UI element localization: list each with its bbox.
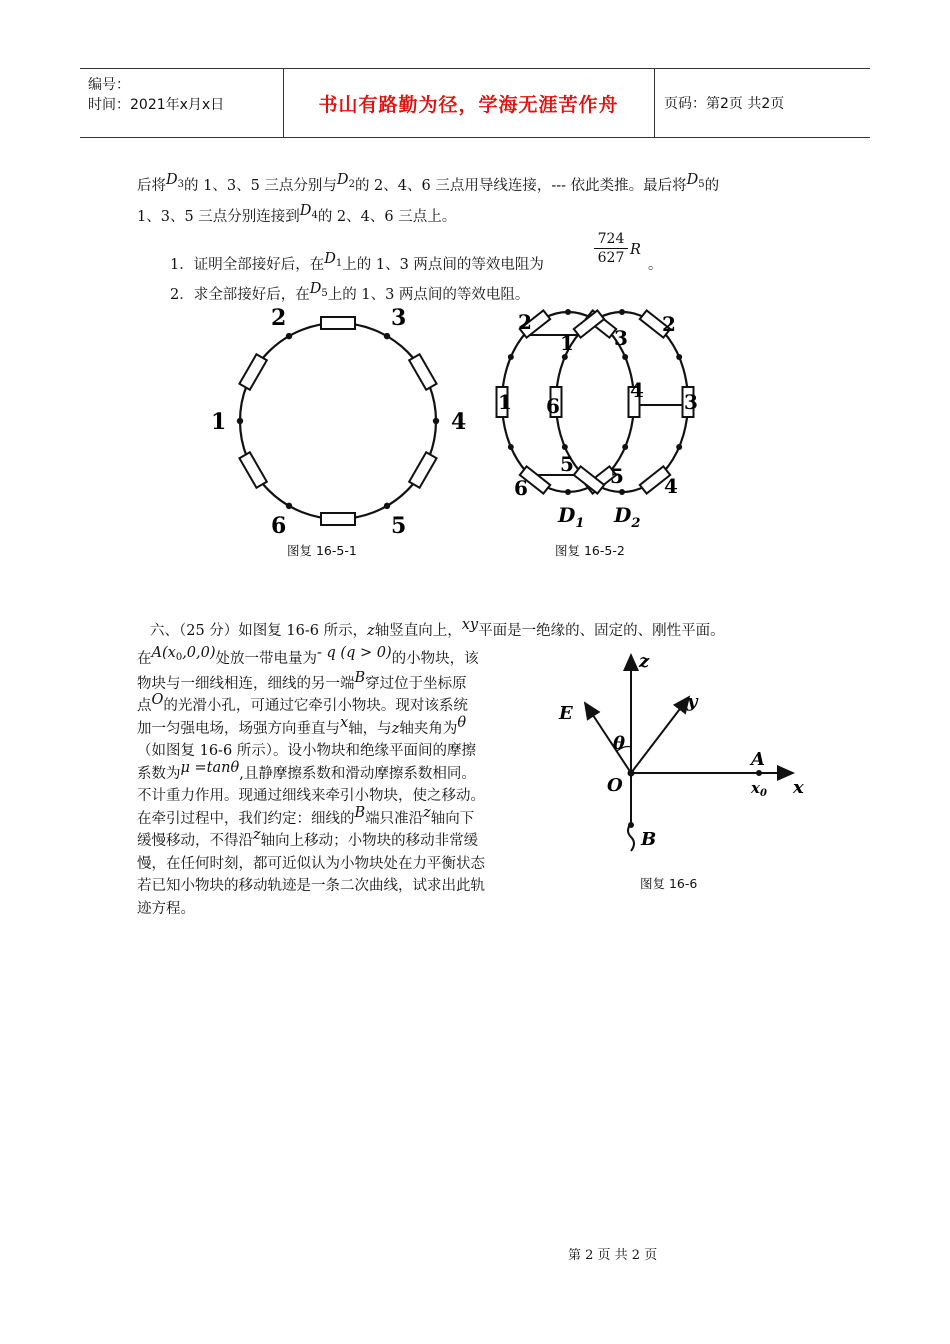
- ring-node: [565, 309, 571, 315]
- node-label: 4: [451, 409, 467, 435]
- ring-node: [622, 444, 628, 450]
- fig2-label-3: 3: [614, 326, 628, 350]
- time-label: 时间：2021年x月x日: [88, 97, 225, 113]
- ring-node: [562, 444, 568, 450]
- ring-node: [433, 418, 439, 424]
- fig2-label-D2: $D_2$: [614, 503, 641, 531]
- fig2-label-6: 6: [546, 394, 560, 418]
- resistor: [321, 317, 355, 329]
- figure-16-5-1-caption: 图复 16-5-1: [287, 543, 357, 558]
- label-x0: $x_0$: [751, 779, 767, 799]
- fig2-label-2: 2: [518, 310, 532, 334]
- ring-node: [619, 309, 625, 315]
- math-D5: $D_5$: [309, 281, 328, 299]
- node-label: 5: [391, 512, 407, 539]
- header-motto: 书山有路勤为径，学海无涯苦作舟: [318, 93, 619, 116]
- math-D3: $D_3$: [166, 172, 185, 190]
- label-z: z: [639, 651, 650, 672]
- figure-16-5-2-caption: 图复 16-5-2: [555, 543, 625, 558]
- fig2-label-1: 1: [560, 331, 574, 355]
- resistor: [409, 354, 436, 389]
- math-D4: $D_4$: [299, 203, 318, 221]
- fig2-label-3b: 3: [684, 390, 698, 414]
- ring-node: [286, 333, 292, 339]
- node-label: 1: [211, 409, 227, 435]
- label-theta: θ: [613, 733, 626, 754]
- problem6-body: 在$A(x_0,0,0)$处放一带电量为- q (q > 0)的小物块，该 物块与一细线相连，细线的另一端B穿过位于坐标原 点O的光滑小孔，可通过它牵引小物块。现对该系统 加一匀强电场，场强方向垂直与x轴，与z轴夹角为θ （如图复 16-6 所示）。设小物块和绝缘平面间的摩擦 系数为μ =tanθ,且静摩擦系数和滑动摩擦系数相同。 不计重力作用。现通过细线来牵引小物块，使之移动。 在牵引过程中，我们约定：细线的B端只准沿z轴向下 缓慢移动，不得沿z轴向上移动；小物块的移动非常缓 慢，在任何时刻，都可近似认为小物块处在力平衡状态 若已知小物块的移动轨迹是一条二次曲线，试求出此轨 迹方程。: [137, 645, 485, 917]
- question-1-end: 。: [648, 257, 663, 273]
- node-label: 3: [391, 305, 407, 332]
- ring-node: [622, 354, 628, 360]
- resistor: [239, 452, 266, 487]
- figure-16-5-2: [490, 305, 720, 535]
- math-R: R: [630, 242, 641, 258]
- ring-node: [565, 489, 571, 495]
- ring-node: [237, 418, 243, 424]
- figure-16-5-1: [200, 305, 467, 540]
- header-table: [80, 68, 870, 138]
- math-D2: $D_2$: [336, 172, 355, 190]
- thread-to-B: [628, 773, 634, 851]
- fig2-label-2b: 2: [662, 312, 676, 336]
- label-A: A: [751, 749, 765, 770]
- label-x: x: [793, 777, 804, 798]
- fig2-label-5: 5: [560, 452, 574, 476]
- y-axis: [631, 697, 689, 773]
- node-label: 2: [271, 305, 287, 332]
- math-D5: $D_5$: [686, 172, 705, 190]
- number-label: 编号：: [88, 77, 130, 93]
- label-E: E: [559, 703, 573, 724]
- origin-dot: [628, 770, 635, 777]
- question-1: 1．证明全部接好后，在$D_1$上的 1、3 两点间的等效电阻为: [170, 251, 544, 273]
- ring-node: [384, 333, 390, 339]
- ring-node: [508, 444, 514, 450]
- header-divider: [654, 69, 655, 137]
- figure-16-6: [555, 645, 815, 875]
- page-label: 页码：第2页 共2页: [664, 96, 785, 112]
- node-label: 6: [271, 512, 287, 539]
- fig2-label-6b: 6: [514, 476, 528, 500]
- ring-node: [286, 503, 292, 509]
- ring-node: [508, 354, 514, 360]
- ring-node: [676, 444, 682, 450]
- fig2-label-4: 4: [630, 378, 644, 402]
- intro-line-2: 1、3、5 三点分别连接到$D_4$的 2、4、6 三点上。: [137, 203, 457, 225]
- label-y: y: [687, 691, 698, 712]
- resistor: [409, 452, 436, 487]
- ring-wire: [240, 323, 436, 519]
- resistor: [321, 513, 355, 525]
- question-2: 2．求全部接好后，在$D_5$上的 1、3 两点间的等效电阻。: [170, 281, 530, 303]
- label-B: B: [641, 829, 657, 850]
- fig2-label-1b: 1: [498, 390, 512, 414]
- problem6-line-1: 六、（25 分）如图复 16-6 所示，z轴竖直向上，xy平面是一绝缘的、固定的、刚性平面。: [150, 617, 725, 639]
- A-dot: [756, 770, 762, 776]
- ring-node: [676, 354, 682, 360]
- ring-node: [384, 503, 390, 509]
- label-O: O: [607, 775, 623, 796]
- intro-line-1: 后将$D_3$的 1、3、5 三点分别与$D_2$的 2、4、6 三点用导线连接，--- 依此类推。最后将$D_5$的: [137, 172, 720, 194]
- footer-page: 第 2 页 共 2 页: [568, 1248, 658, 1263]
- ring-node: [619, 489, 625, 495]
- fig2-label-D1: $D_1$: [558, 503, 585, 531]
- resistor: [239, 354, 266, 389]
- fraction-724-627: $\frac{724}{627}$: [594, 230, 628, 267]
- fig2-label-4b: 4: [664, 474, 678, 498]
- fig2-label-5b: 5: [610, 464, 624, 488]
- header-meta: [88, 75, 224, 115]
- math-D1: $D_1$: [324, 251, 343, 269]
- B-dot: [628, 822, 634, 828]
- figure-16-6-caption: 图复 16-6: [640, 876, 698, 891]
